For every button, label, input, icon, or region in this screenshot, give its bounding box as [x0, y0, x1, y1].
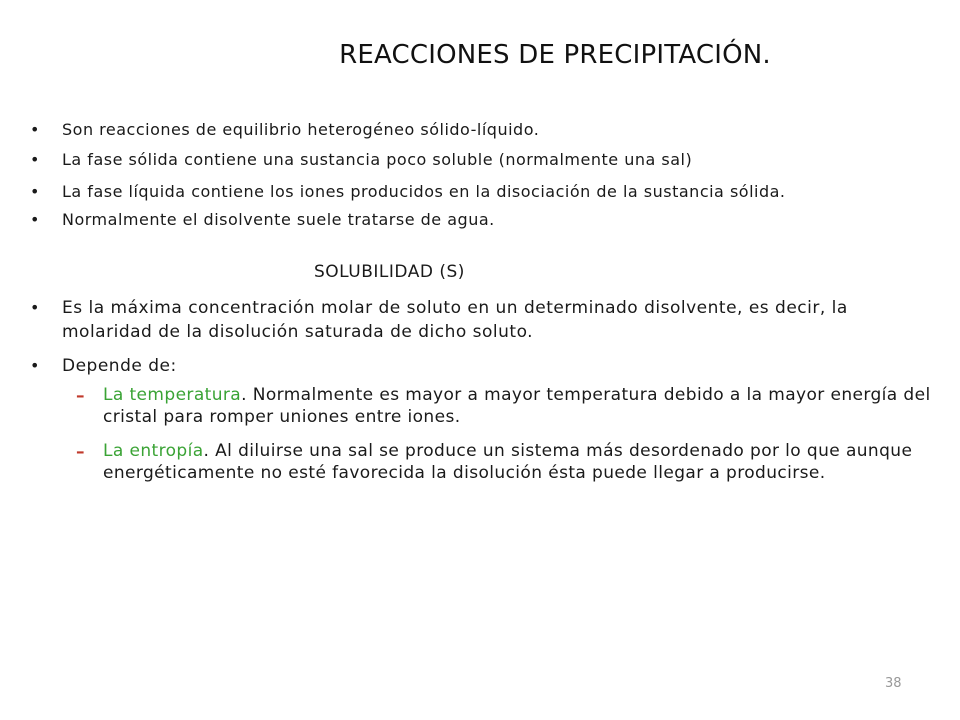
- bullet-marker: •: [30, 356, 40, 375]
- factor-temperature: [103, 384, 948, 428]
- slide-title: REACCIONES DE PRECIPITACIÓN.: [339, 40, 771, 70]
- factor-text: . Normalmente es mayor a mayor temperatura debido a la mayor energía del cristal para romper uniones entre iones.: [103, 385, 931, 427]
- intro-bullet-4: Normalmente el disolvente suele tratarse de agua.: [62, 210, 495, 229]
- depends-bullet: Depende de:: [62, 356, 177, 376]
- dash-marker: –: [76, 386, 85, 406]
- page-number: 38: [885, 676, 902, 691]
- bullet-marker: •: [30, 210, 40, 229]
- factor-name: La entropía: [103, 441, 204, 461]
- intro-bullet-3: La fase líquida contiene los iones producidos en la disociación de la sustancia sólida.: [62, 182, 786, 201]
- intro-bullet-1: Son reacciones de equilibrio heterogéneo sólido-líquido.: [62, 120, 540, 139]
- factor-name: La temperatura: [103, 385, 242, 405]
- dash-marker: –: [76, 442, 85, 462]
- factor-text: . Al diluirse una sal se produce un sistema más desordenado por lo que aunque energéticamente no esté favorecida la disolución ésta puede llegar a producirse.: [103, 441, 913, 483]
- intro-bullet-2: La fase sólida contiene una sustancia poco soluble (normalmente una sal): [62, 150, 693, 169]
- section-subheading: SOLUBILIDAD (S): [314, 262, 465, 282]
- factor-entropy: [103, 440, 948, 484]
- definition-bullet: Es la máxima concentración molar de soluto en un determinado disolvente, es decir, la molaridad de la disolución saturada de dicho soluto.: [62, 298, 848, 342]
- bullet-marker: •: [30, 120, 40, 139]
- bullet-marker: •: [30, 150, 40, 169]
- bullet-marker: •: [30, 298, 40, 317]
- bullet-marker: •: [30, 182, 40, 201]
